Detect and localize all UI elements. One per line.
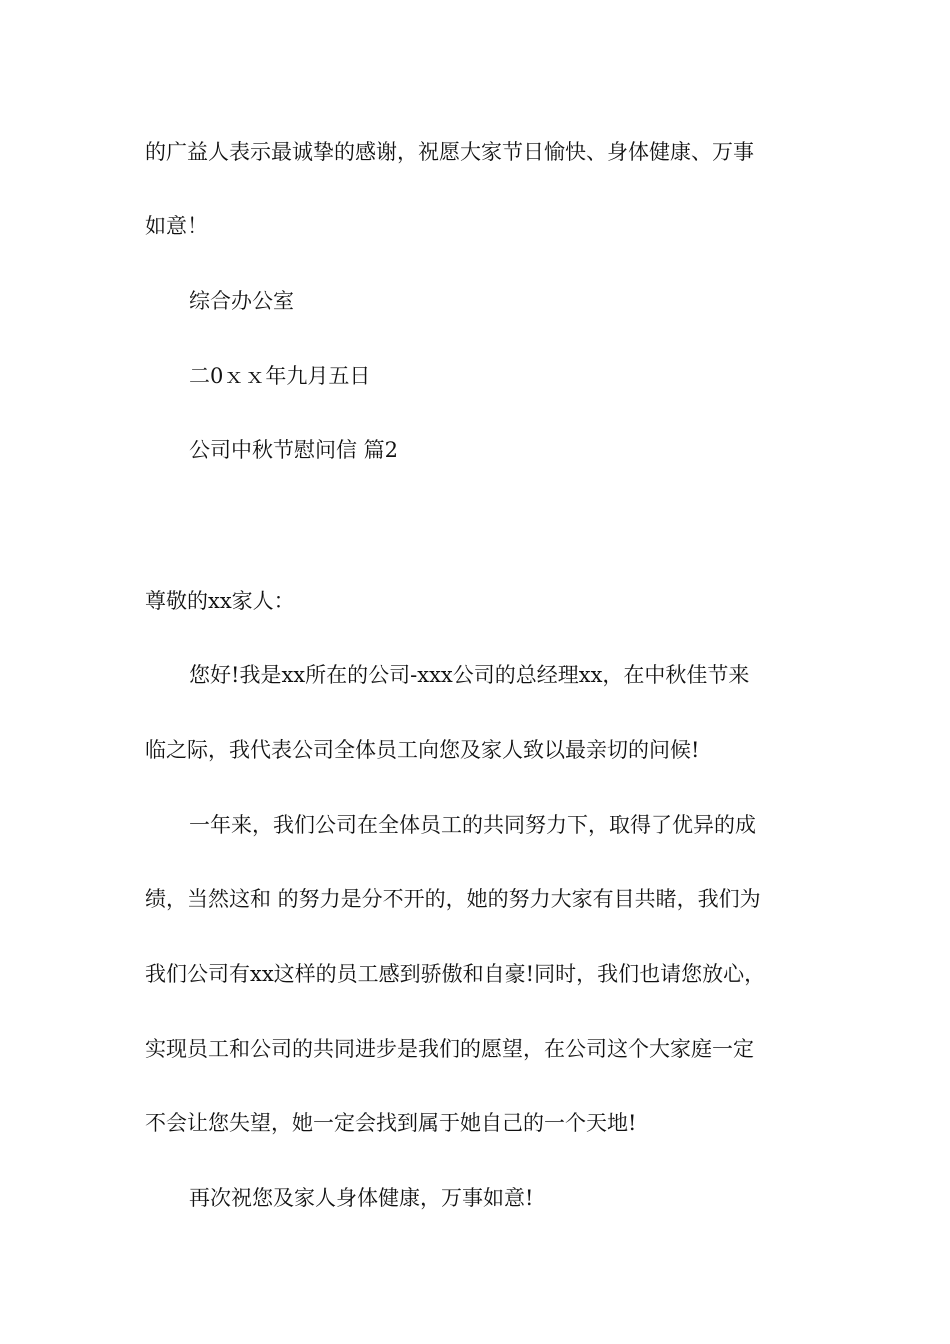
paragraph-line-3: 您好!我是xx所在的公司-xxx公司的总经理xx，在中秋佳节来 bbox=[189, 663, 750, 687]
sender-department: 综合办公室 bbox=[189, 289, 294, 313]
paragraph-line-6: 绩，当然这和 的努力是分不开的，她的努力大家有目共睹，我们为 bbox=[145, 887, 761, 911]
paragraph-line-5: 一年来，我们公司在全体员工的共同努力下，取得了优异的成 bbox=[189, 813, 756, 837]
paragraph-line-2: 如意！ bbox=[145, 214, 208, 238]
salutation: 尊敬的xx家人： bbox=[145, 589, 295, 613]
closing-wishes: 再次祝您及家人身体健康，万事如意! bbox=[189, 1186, 534, 1210]
paragraph-line-4: 临之际，我代表公司全体员工向您及家人致以最亲切的问候! bbox=[145, 738, 700, 762]
section-title: 公司中秋节慰问信 篇2 bbox=[189, 438, 399, 462]
paragraph-line-7: 我们公司有xx这样的员工感到骄傲和自豪!同时，我们也请您放心， bbox=[145, 962, 766, 986]
paragraph-line-9: 不会让您失望，她一定会找到属于她自己的一个天地! bbox=[145, 1111, 637, 1135]
paragraph-line-1: 的广益人表示最诚挚的感谢，祝愿大家节日愉快、身体健康、万事 bbox=[145, 140, 754, 164]
paragraph-line-8: 实现员工和公司的共同进步是我们的愿望，在公司这个大家庭一定 bbox=[145, 1037, 754, 1061]
letter-date: 二0ｘｘ年九月五日 bbox=[189, 364, 371, 388]
